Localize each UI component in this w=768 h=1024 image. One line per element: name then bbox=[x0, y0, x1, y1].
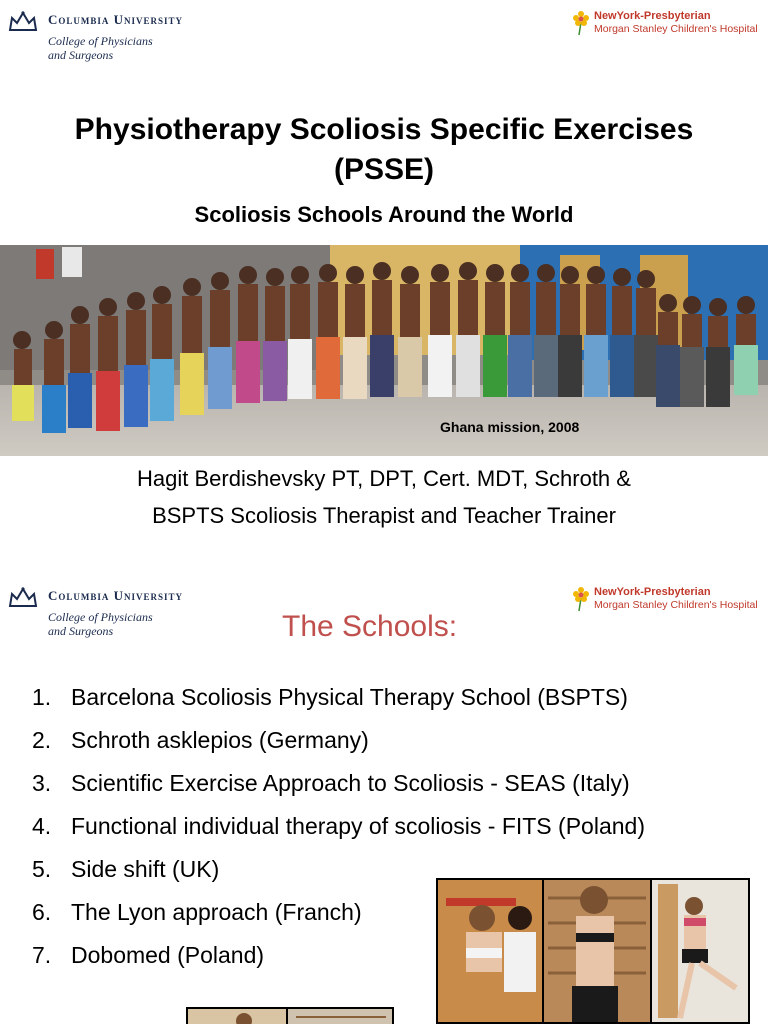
crown-icon bbox=[8, 10, 38, 32]
slide-title: The Schools: bbox=[282, 610, 458, 643]
slide-2 bbox=[0, 576, 768, 1024]
presenter-credentials bbox=[0, 460, 768, 534]
item-text: Functional individual therapy of scoliosis - FITS (Poland) bbox=[71, 813, 645, 839]
item-number: 4. bbox=[32, 813, 52, 839]
columbia-subtitle bbox=[48, 610, 208, 638]
slide-title bbox=[0, 110, 768, 190]
photo-caption: Ghana mission, 2008 bbox=[440, 419, 580, 435]
item-number: 7. bbox=[32, 942, 52, 968]
list-item bbox=[32, 770, 645, 813]
item-number: 2. bbox=[32, 727, 52, 753]
columbia-subtitle bbox=[48, 34, 208, 62]
list-item bbox=[32, 813, 645, 856]
title-line-2: (PSSE) bbox=[333, 153, 435, 186]
slide-subtitle: Scoliosis Schools Around the World bbox=[194, 202, 574, 227]
exercise-photos bbox=[436, 878, 750, 1024]
columbia-logo bbox=[8, 10, 208, 70]
nyp-logo bbox=[572, 10, 762, 40]
item-text: Side shift (UK) bbox=[71, 856, 220, 882]
item-text: Dobomed (Poland) bbox=[71, 942, 265, 968]
nyp-subtitle: Morgan Stanley Children's Hospital bbox=[594, 23, 758, 35]
item-number: 1. bbox=[32, 684, 52, 710]
columbia-sub-line1: College of Physicians bbox=[48, 34, 153, 48]
presenter-line-1: Hagit Berdishevsky PT, DPT, Cert. MDT, Schroth & bbox=[137, 466, 631, 491]
item-text: Barcelona Scoliosis Physical Therapy School (BSPTS) bbox=[71, 684, 628, 710]
nyp-logo bbox=[572, 586, 762, 616]
columbia-logo bbox=[8, 586, 208, 646]
crown-icon bbox=[8, 586, 38, 608]
nyp-subtitle: Morgan Stanley Children's Hospital bbox=[594, 599, 758, 611]
exercise-photos-bottom bbox=[186, 1007, 394, 1024]
list-item bbox=[32, 684, 645, 727]
columbia-sub-line2: and Surgeons bbox=[48, 48, 114, 62]
flower-icon bbox=[572, 10, 590, 36]
ghana-group-photo bbox=[0, 245, 768, 456]
item-text: Schroth asklepios (Germany) bbox=[71, 727, 369, 753]
item-number: 6. bbox=[32, 899, 52, 925]
columbia-name: Columbia University bbox=[48, 12, 184, 27]
item-number: 3. bbox=[32, 770, 52, 796]
item-text: The Lyon approach (Franch) bbox=[71, 899, 362, 925]
item-text: Scientific Exercise Approach to Scoliosis - SEAS (Italy) bbox=[71, 770, 630, 796]
columbia-sub-line1: College of Physicians bbox=[48, 610, 153, 624]
title-line-1: Physiotherapy Scoliosis Specific Exercises bbox=[74, 113, 694, 146]
columbia-name: Columbia University bbox=[48, 588, 184, 603]
presenter-line-2: BSPTS Scoliosis Therapist and Teacher Trainer bbox=[152, 503, 616, 528]
item-number: 5. bbox=[32, 856, 52, 882]
nyp-name: NewYork-Presbyterian bbox=[594, 586, 711, 598]
slide-separator bbox=[0, 560, 768, 576]
list-item bbox=[32, 727, 645, 770]
flower-icon bbox=[572, 586, 590, 612]
columbia-sub-line2: and Surgeons bbox=[48, 624, 114, 638]
nyp-name: NewYork-Presbyterian bbox=[594, 10, 711, 22]
